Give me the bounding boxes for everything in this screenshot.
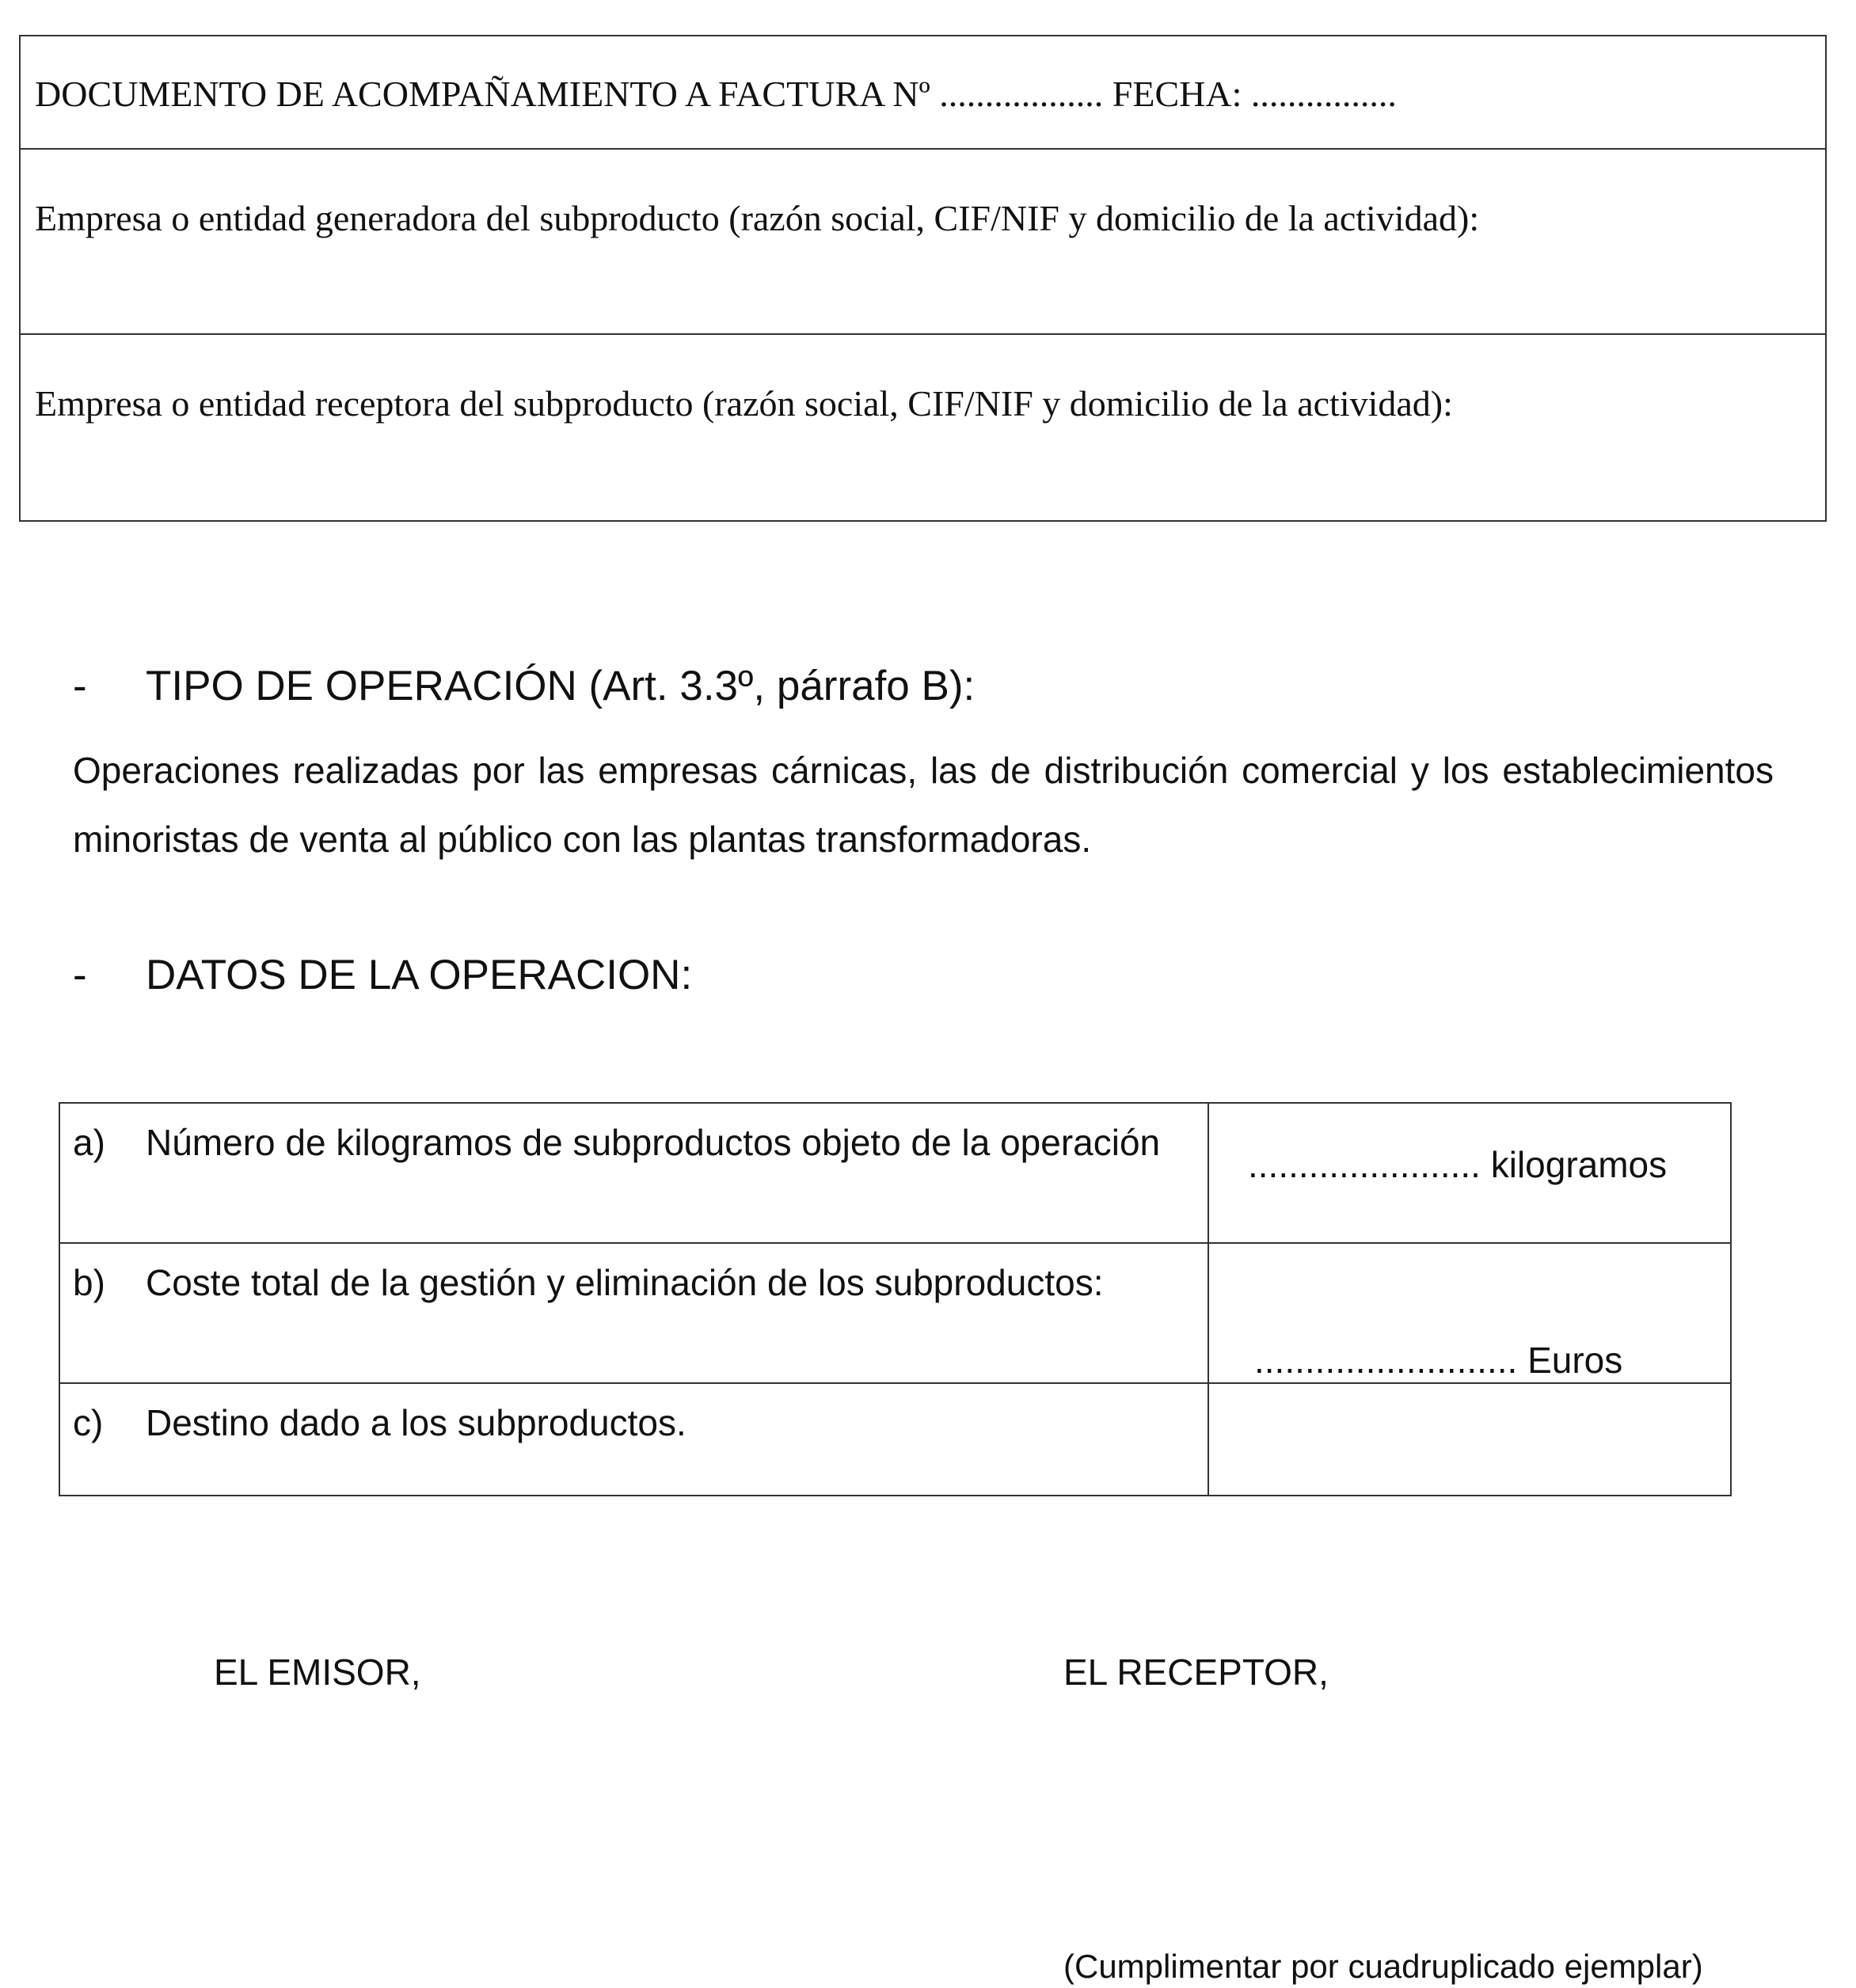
operation-type-heading xyxy=(73,662,975,710)
generator-label: Empresa o entidad generadora del subproducto (razón social, CIF/NIF y domicilio de la actividad): xyxy=(35,198,1480,238)
table-row xyxy=(60,1104,1730,1244)
bullet-dash: - xyxy=(73,952,87,998)
receiver-label: Empresa o entidad receptora del subproducto (razón social, CIF/NIF y domicilio de la actividad): xyxy=(35,383,1453,424)
column-divider xyxy=(1208,1104,1209,1242)
receiver-signature-label: EL RECEPTOR, xyxy=(1063,1652,1329,1693)
table-row xyxy=(60,1244,1730,1384)
receiver-row xyxy=(21,335,1825,520)
bullet-dash: - xyxy=(73,663,87,709)
row-label: Número de kilogramos de subproductos objeto de la operación xyxy=(146,1122,1161,1163)
invoice-title: DOCUMENTO DE ACOMPAÑAMIENTO A FACTURA Nº .................. FECHA: ................ xyxy=(35,74,1397,114)
operation-data-heading xyxy=(73,951,692,999)
generator-row xyxy=(21,150,1825,335)
column-divider xyxy=(1208,1384,1209,1495)
row-label: Coste total de la gestión y eliminación de los subproductos: xyxy=(146,1262,1104,1303)
kilograms-field[interactable]: ....................... kilogramos xyxy=(1248,1144,1668,1185)
header-table xyxy=(19,35,1827,522)
row-label: Destino dado a los subproductos. xyxy=(146,1402,686,1443)
operation-type-heading-text: TIPO DE OPERACIÓN (Art. 3.3º, párrafo B): xyxy=(146,663,976,709)
operation-type-text: Operaciones realizadas por las empresas cárnicas, las de distribución comercial y los establecimientos minoristas de venta al público con las plantas transformadoras. xyxy=(73,750,1774,860)
footnote: (Cumplimentar por cuadruplicado ejemplar) xyxy=(1063,1948,1703,1985)
operation-data-heading-text: DATOS DE LA OPERACION: xyxy=(146,952,693,998)
cost-field[interactable]: .......................... Euros xyxy=(1254,1340,1623,1381)
column-divider xyxy=(1208,1244,1209,1382)
table-row xyxy=(60,1384,1730,1495)
issuer-signature-label: EL EMISOR, xyxy=(214,1652,421,1693)
row-letter: b) xyxy=(73,1262,105,1303)
row-letter: c) xyxy=(73,1402,104,1443)
row-letter: a) xyxy=(73,1122,105,1163)
invoice-title-row xyxy=(21,36,1825,150)
operation-data-table xyxy=(59,1102,1732,1496)
